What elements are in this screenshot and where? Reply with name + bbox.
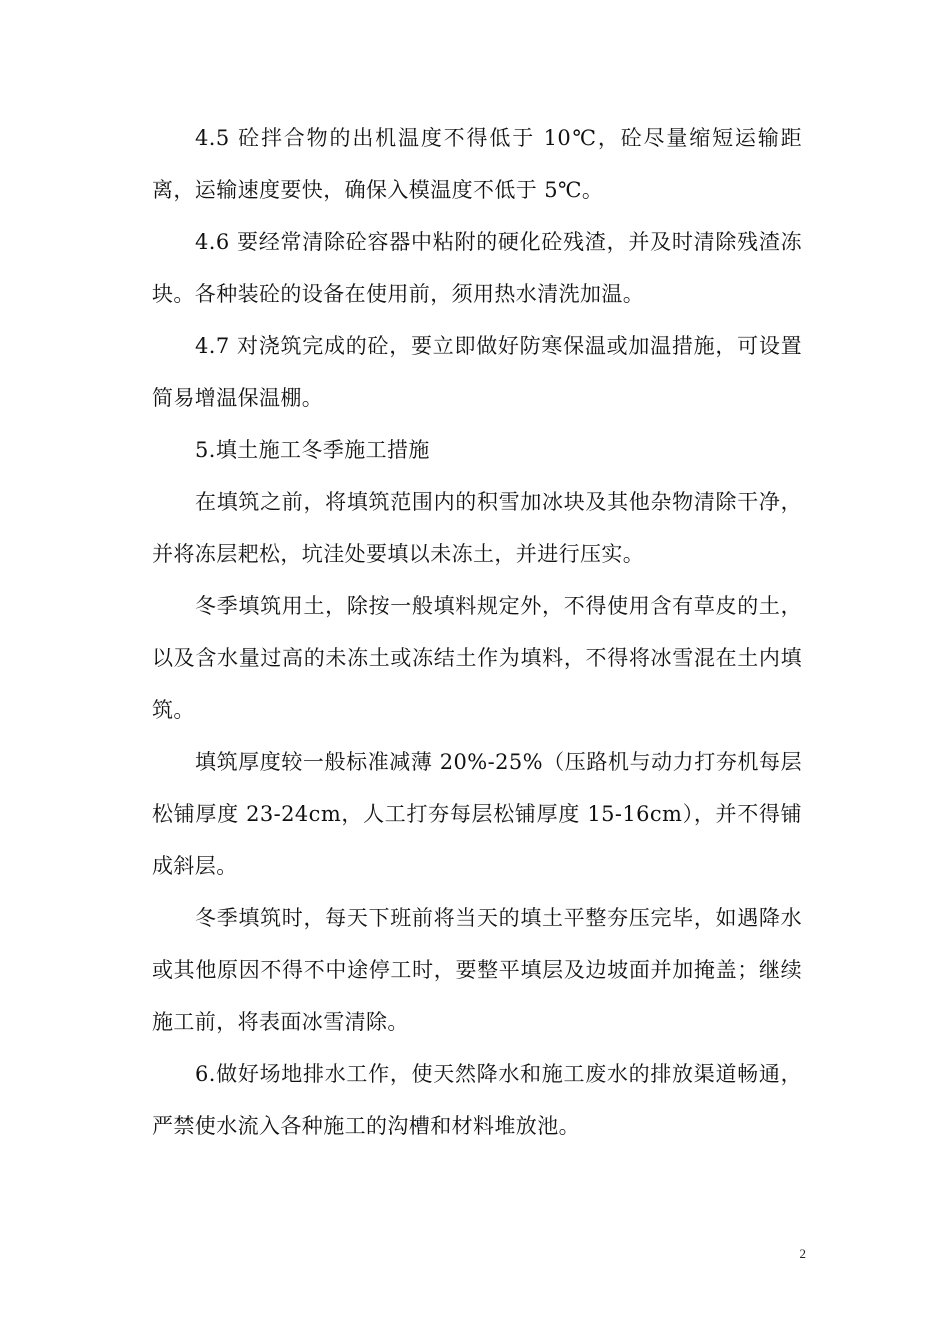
paragraph-drainage-6: 6.做好场地排水工作，使天然降水和施工废水的排放渠道畅通，严禁使水流入各种施工的沟槽和材料堆放池。 [152,1062,802,1138]
paragraph-fill-thickness: 填筑厚度较一般标准减薄 20%-25%（压路机与动力打夯机每层松铺厚度 23-24cm，人工打夯每层松铺厚度 15-16cm），并不得铺成斜层。 [152,750,802,878]
paragraph-fill-daily: 冬季填筑时，每天下班前将当天的填土平整夯压完毕，如遇降水或其他原因不得不中途停工时，要整平填层及边坡面并加掩盖；继续施工前，将表面冰雪清除。 [152,906,802,1034]
paragraph-4-5: 4.5 砼拌合物的出机温度不得低于 10℃，砼尽量缩短运输距离，运输速度要快，确保入模温度不低于 5℃。 [152,126,802,202]
paragraph-4-6: 4.6 要经常清除砼容器中粘附的硬化砼残渣，并及时清除残渣冻块。各种装砼的设备在使用前，须用热水清洗加温。 [152,230,802,306]
body-text [152,112,802,1152]
paragraph-4-7: 4.7 对浇筑完成的砼，要立即做好防寒保温或加温措施，可设置简易增温保温棚。 [152,334,802,410]
page-number: 2 [799,1246,806,1261]
paragraph-fill-prep: 在填筑之前，将填筑范围内的积雪加冰块及其他杂物清除干净，并将冻层耙松，坑洼处要填以未冻土，并进行压实。 [152,490,802,566]
section-heading-5: 5.填土施工冬季施工措施 [195,438,430,462]
paragraph-fill-soil: 冬季填筑用土，除按一般填料规定外，不得使用含有草皮的土，以及含水量过高的未冻土或冻结土作为填料，不得将冰雪混在土内填筑。 [152,594,802,722]
